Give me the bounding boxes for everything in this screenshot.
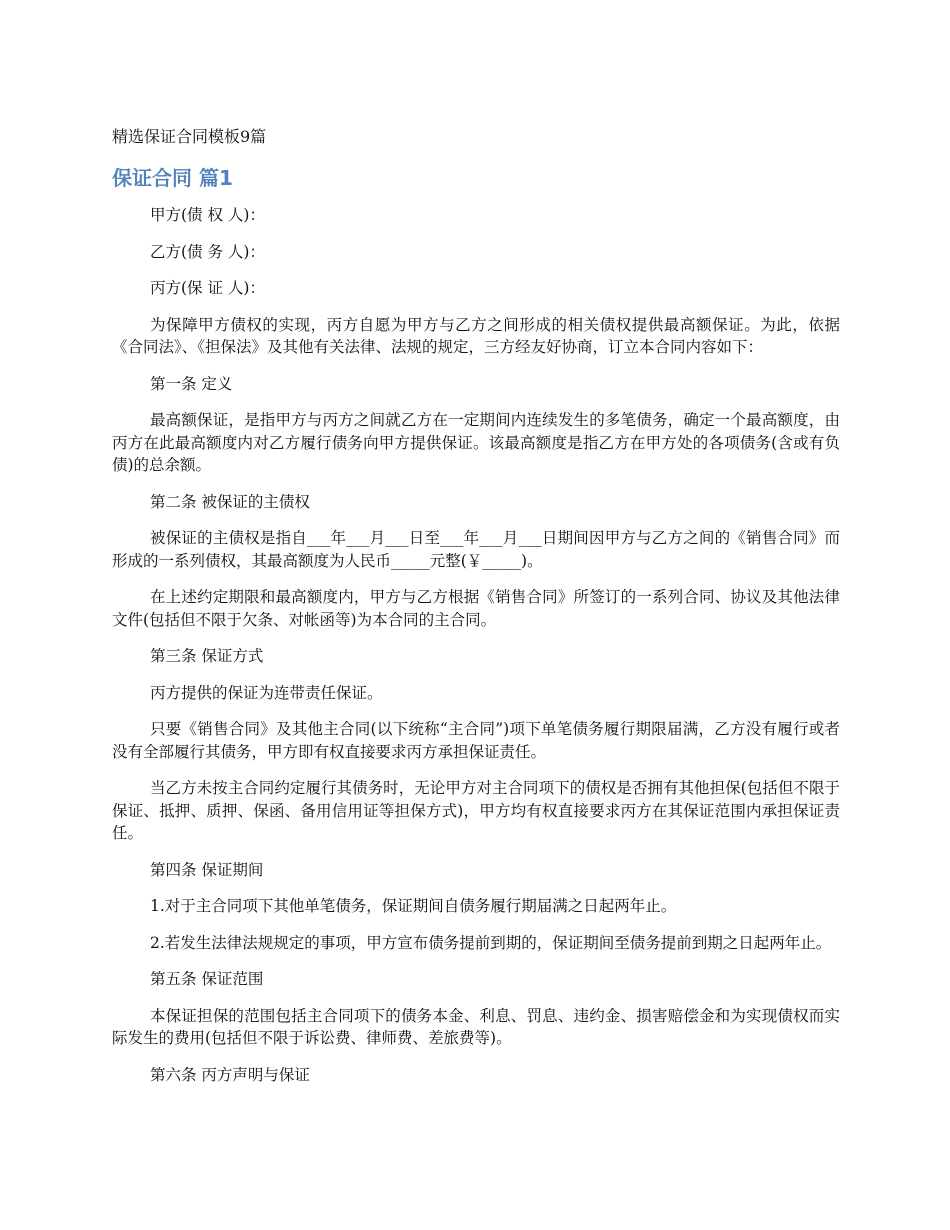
article-4-item-2: 2.若发生法律法规规定的事项，甲方宣布债务提前到期的，保证期间至债务提前到期之日起两年止。 bbox=[150, 933, 832, 952]
article-1-paragraph: 最高额保证，是指甲方与丙方之间就乙方在一定期间内连续发生的多笔债务，确定一个最高额度，由丙方在此最高额度内对乙方履行债务向甲方提供保证。该最高额度是指乙方在甲方处的各项债务(含或有负债)的总余额。 bbox=[112, 411, 840, 474]
article-1-heading: 第一条 定义 bbox=[150, 374, 233, 393]
article-5-paragraph: 本保证担保的范围包括主合同项下的债务本金、利息、罚息、违约金、损害赔偿金和为实现债权而实际发生的费用(包括但不限于诉讼费、律师费、差旅费等)。 bbox=[112, 1006, 840, 1047]
article-3-paragraph-3: 当乙方未按主合同约定履行其债务时，无论甲方对主合同项下的债权是否拥有其他担保(包括但不限于保证、抵押、质押、保函、备用信用证等担保方式)，甲方均有权直接要求丙方在其保证范围内承担保证责任。 bbox=[112, 779, 840, 842]
article-3-heading: 第三条 保证方式 bbox=[150, 647, 264, 665]
article-4-heading: 第四条 保证期间 bbox=[150, 860, 264, 879]
article-6-heading: 第六条 丙方声明与保证 bbox=[150, 1065, 310, 1084]
document-body bbox=[112, 204, 840, 1100]
preamble-paragraph: 为保障甲方债权的实现，丙方自愿为甲方与乙方之间形成的相关债权提供最高额保证。为此，依据《合同法》、《担保法》及其他有关法律、法规的规定，三方经友好协商，订立本合同内容如下： bbox=[112, 315, 840, 356]
party-b-line: 乙方(债 务 人)： bbox=[150, 242, 265, 261]
article-4-item-1: 1.对于主合同项下其他单笔债务，保证期间自债务履行期届满之日起两年止。 bbox=[150, 897, 677, 915]
article-3-paragraph-2: 只要《销售合同》及其他主合同(以下统称“主合同”)项下单笔债务履行期限届满，乙方没有履行或者没有全部履行其债务，甲方即有权直接要求丙方承担保证责任。 bbox=[112, 720, 840, 761]
party-c-line: 丙方(保 证 人)： bbox=[150, 279, 265, 297]
document-title: 精选保证合同模板9篇 bbox=[112, 127, 267, 146]
article-2-paragraph-2: 在上述约定期限和最高额度内，甲方与乙方根据《销售合同》所签订的一系列合同、协议及其他法律文件(包括但不限于欠条、对帐函等)为本合同的主合同。 bbox=[112, 588, 840, 629]
party-a-line: 甲方(债 权 人)： bbox=[150, 206, 265, 224]
article-2-heading: 第二条 被保证的主债权 bbox=[150, 492, 310, 511]
section-heading: 保证合同 篇1 bbox=[112, 166, 233, 190]
article-3-paragraph-1: 丙方提供的保证为连带责任保证。 bbox=[150, 683, 383, 702]
article-2-paragraph-1: 被保证的主债权是指自___年___月___日至___年___月___日期间因甲方与乙方之间的《销售合同》而形成的一系列债权，其最高额度为人民币_____元整(￥_____)。 bbox=[112, 529, 840, 570]
article-5-heading: 第五条 保证范围 bbox=[150, 970, 264, 988]
